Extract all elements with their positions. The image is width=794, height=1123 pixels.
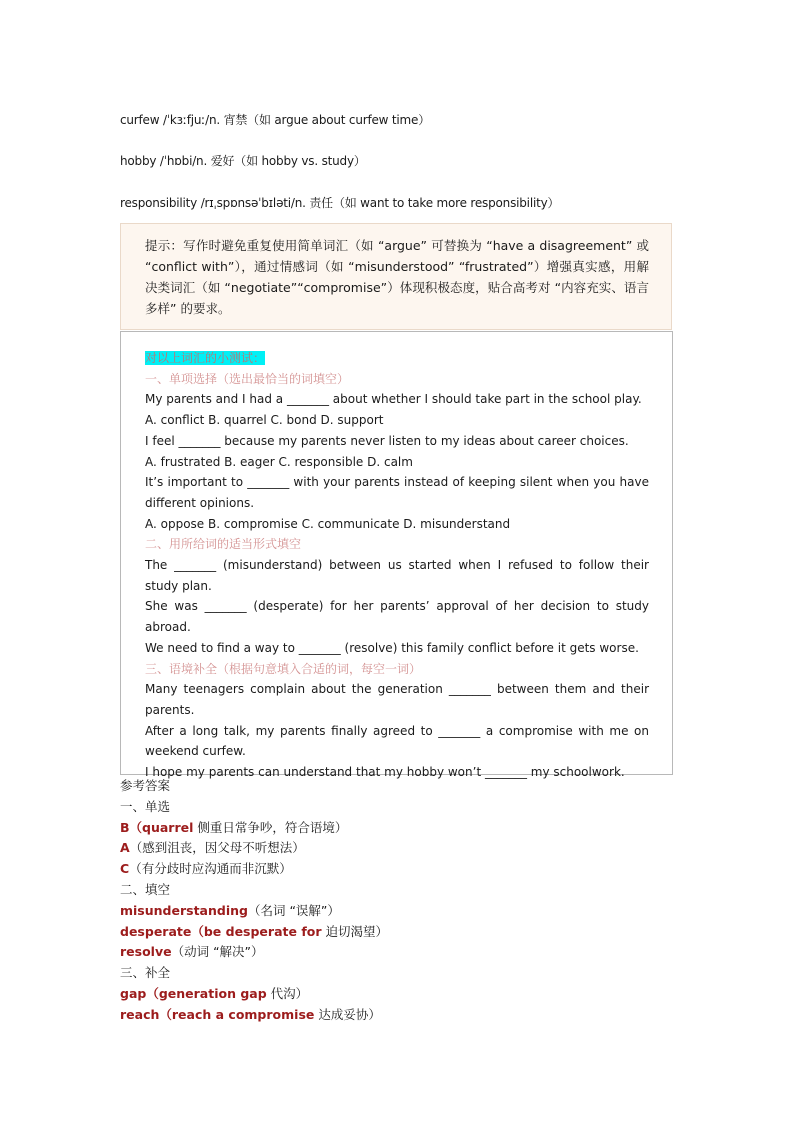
answer-6-key: resolve xyxy=(120,944,172,960)
quiz-question-4: The _______ (misunderstand) between us started when I refused to follow their study plan. xyxy=(145,558,649,593)
answer-8-note: 达成妥协） xyxy=(314,1006,381,1022)
vocab-quiz-box xyxy=(120,331,673,780)
quiz-question-9: I hope my parents can understand that my hobby won’t _______ my schoolwork. xyxy=(145,765,625,780)
answer-1 xyxy=(120,818,388,839)
answer-4-note: （名词 “误解”） xyxy=(247,902,340,918)
quiz-question-2-options: A. frustrated B. eager C. responsible D. calm xyxy=(145,454,413,469)
quiz-question-5: She was _______ (desperate) for her parents’ approval of her decision to study abroad. xyxy=(145,599,649,635)
quiz-question-1-options: A. conflict B. quarrel C. bond D. support xyxy=(145,413,384,428)
vocab-line-curfew: curfew /ˈkɜːfjuː/n. 宵禁（如 argue about curfew time） xyxy=(120,113,431,127)
answer-4 xyxy=(120,901,388,922)
answer-2-note: （感到沮丧，因父母不听想法） xyxy=(129,840,305,856)
answer-3 xyxy=(120,859,388,880)
answer-2 xyxy=(120,838,388,859)
quiz-question-6: We need to find a way to _______ (resolve) this family conflict before it gets worse. xyxy=(145,640,639,655)
quiz-section-1-heading: 一、单项选择（选出最恰当的词填空） xyxy=(145,371,350,386)
answer-part-2-heading: 二、填空 xyxy=(120,881,171,897)
quiz-section-2-heading: 二、用所给词的适当形式填空 xyxy=(145,537,302,552)
answer-part-1-heading: 一、单选 xyxy=(120,798,171,814)
answer-1-note: 侧重日常争吵，符合语境） xyxy=(193,819,348,835)
answer-3-key: C xyxy=(120,861,130,877)
answer-key-heading: 参考答案 xyxy=(120,778,171,793)
writing-tip-text: 提示：写作时避免重复使用简单词汇（如 “argue” 可替换为 “have a disagreement” 或 “conflict with”），通过情感词（如 “misunderstood” “frustrated”）增强真实感，用解决类词汇（如 “negotiate”“compromise”）体现积极态度，贴合高考对 “内容充实、语言多样” 的要求。 xyxy=(145,238,649,316)
quiz-section-3-heading: 三、语境补全（根据句意填入合适的词，每空一词） xyxy=(145,661,422,676)
answer-6 xyxy=(120,942,388,963)
answer-5 xyxy=(120,922,388,943)
answer-8-key: reach（reach a compromise xyxy=(120,1006,315,1022)
vocab-line-hobby: hobby /ˈhɒbi/n. 爱好（如 hobby vs. study） xyxy=(120,154,366,168)
answer-part-3-heading: 三、补全 xyxy=(120,965,171,981)
answer-3-note: （有分歧时应沟通而非沉默） xyxy=(129,861,292,877)
answer-6-note: （动词 “解决”） xyxy=(171,944,264,960)
quiz-question-7: Many teenagers complain about the generation _______ between them and their parents. xyxy=(145,682,649,717)
quiz-question-1: My parents and I had a _______ about whether I should take part in the school play. xyxy=(145,392,642,407)
quiz-question-2: I feel _______ because my parents never listen to my ideas about career choices. xyxy=(145,433,629,448)
quiz-question-8: After a long talk, my parents finally agreed to _______ a compromise with me on weekend curfew. xyxy=(145,723,649,759)
answer-5-note: 迫切渴望） xyxy=(321,923,388,939)
quiz-question-3-options: A. oppose B. compromise C. communicate D. misunderstand xyxy=(145,516,511,531)
answer-7 xyxy=(120,984,388,1005)
answer-7-key: gap（generation gap xyxy=(120,985,267,1001)
writing-tip-box xyxy=(120,223,672,330)
answer-key xyxy=(120,776,388,1026)
answer-2-key: A xyxy=(120,840,130,856)
answer-8 xyxy=(120,1005,388,1026)
answer-4-key: misunderstanding xyxy=(120,902,248,918)
answer-5-key: desperate（be desperate for xyxy=(120,923,322,939)
quiz-question-3: It’s important to _______ with your parents instead of keeping silent when you have different opinions. xyxy=(145,475,649,510)
vocab-line-responsibility: responsibility /rɪˌspɒnsəˈbɪləti/n. 责任（如 want to take more responsibility） xyxy=(120,196,560,210)
answer-1-key: B（quarrel xyxy=(120,819,194,835)
quiz-title: 对以上词汇的小测试： xyxy=(145,351,266,365)
answer-7-note: 代沟） xyxy=(266,985,309,1001)
